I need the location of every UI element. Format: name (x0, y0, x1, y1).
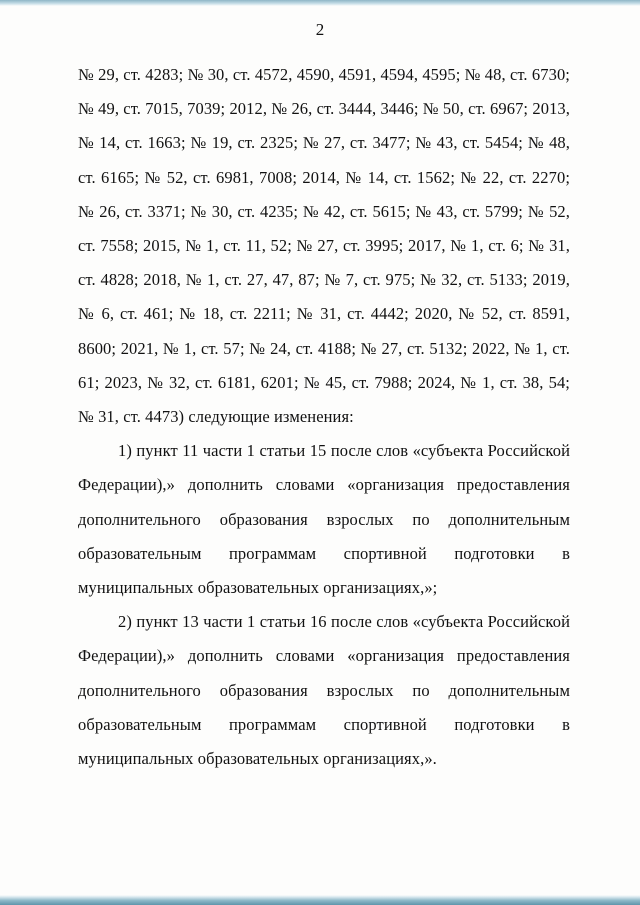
amendment-item-1: 1) пункт 11 части 1 статьи 15 после слов «субъекта Российской Федерации),» дополнить словами «организация предоставления дополнительного образования взрослых по дополнительным образовательным программам спортивной подготовки в муниципальных образовательных организациях,»; (78, 441, 570, 598)
page-number: 2 (315, 20, 325, 39)
scan-edge-bottom (0, 895, 640, 905)
amendment-item-2: 2) пункт 13 части 1 статьи 16 после слов «субъекта Российской Федерации),» дополнить словами «организация предоставления дополнительного образования взрослых по дополнительным образовательным программам спортивной подготовки в муниципальных образовательных организациях,». (78, 612, 570, 769)
citations-paragraph: № 29, ст. 4283; № 30, ст. 4572, 4590, 4591, 4594, 4595; № 48, ст. 6730; № 49, ст. 7015, 7039; 2012, № 26, ст. 3444, 3446; № 50, ст. 6967; 2013, № 14, ст. 1663; № 19, ст. 2325; № 27, ст. 3477; № 43, ст. 5454; № 48, ст. 6165; № 52, ст. 6981, 7008; 2014, № 14, ст. 1562; № 22, ст. 2270; № 26, ст. 3371; № 30, ст. 4235; № 42, ст. 5615; № 43, ст. 5799; № 52, ст. 7558; 2015, № 1, ст. 11, 52; № 27, ст. 3995; 2017, № 1, ст. 6; № 31, ст. 4828; 2018, № 1, ст. 27, 47, 87; № 7, ст. 975; № 32, ст. 5133; 2019, № 6, ст. 461; № 18, ст. 2211; № 31, ст. 4442; 2020, № 52, ст. 8591, 8600; 2021, № 1, ст. 57; № 24, ст. 4188; № 27, ст. 5132; 2022, № 1, ст. 61; 2023, № 32, ст. 6181, 6201; № 45, ст. 7988; 2024, № 1, ст. 38, 54; № 31, ст. 4473) следующие изменения: (78, 65, 570, 427)
document-body (78, 58, 570, 776)
scan-edge-top (0, 0, 640, 6)
